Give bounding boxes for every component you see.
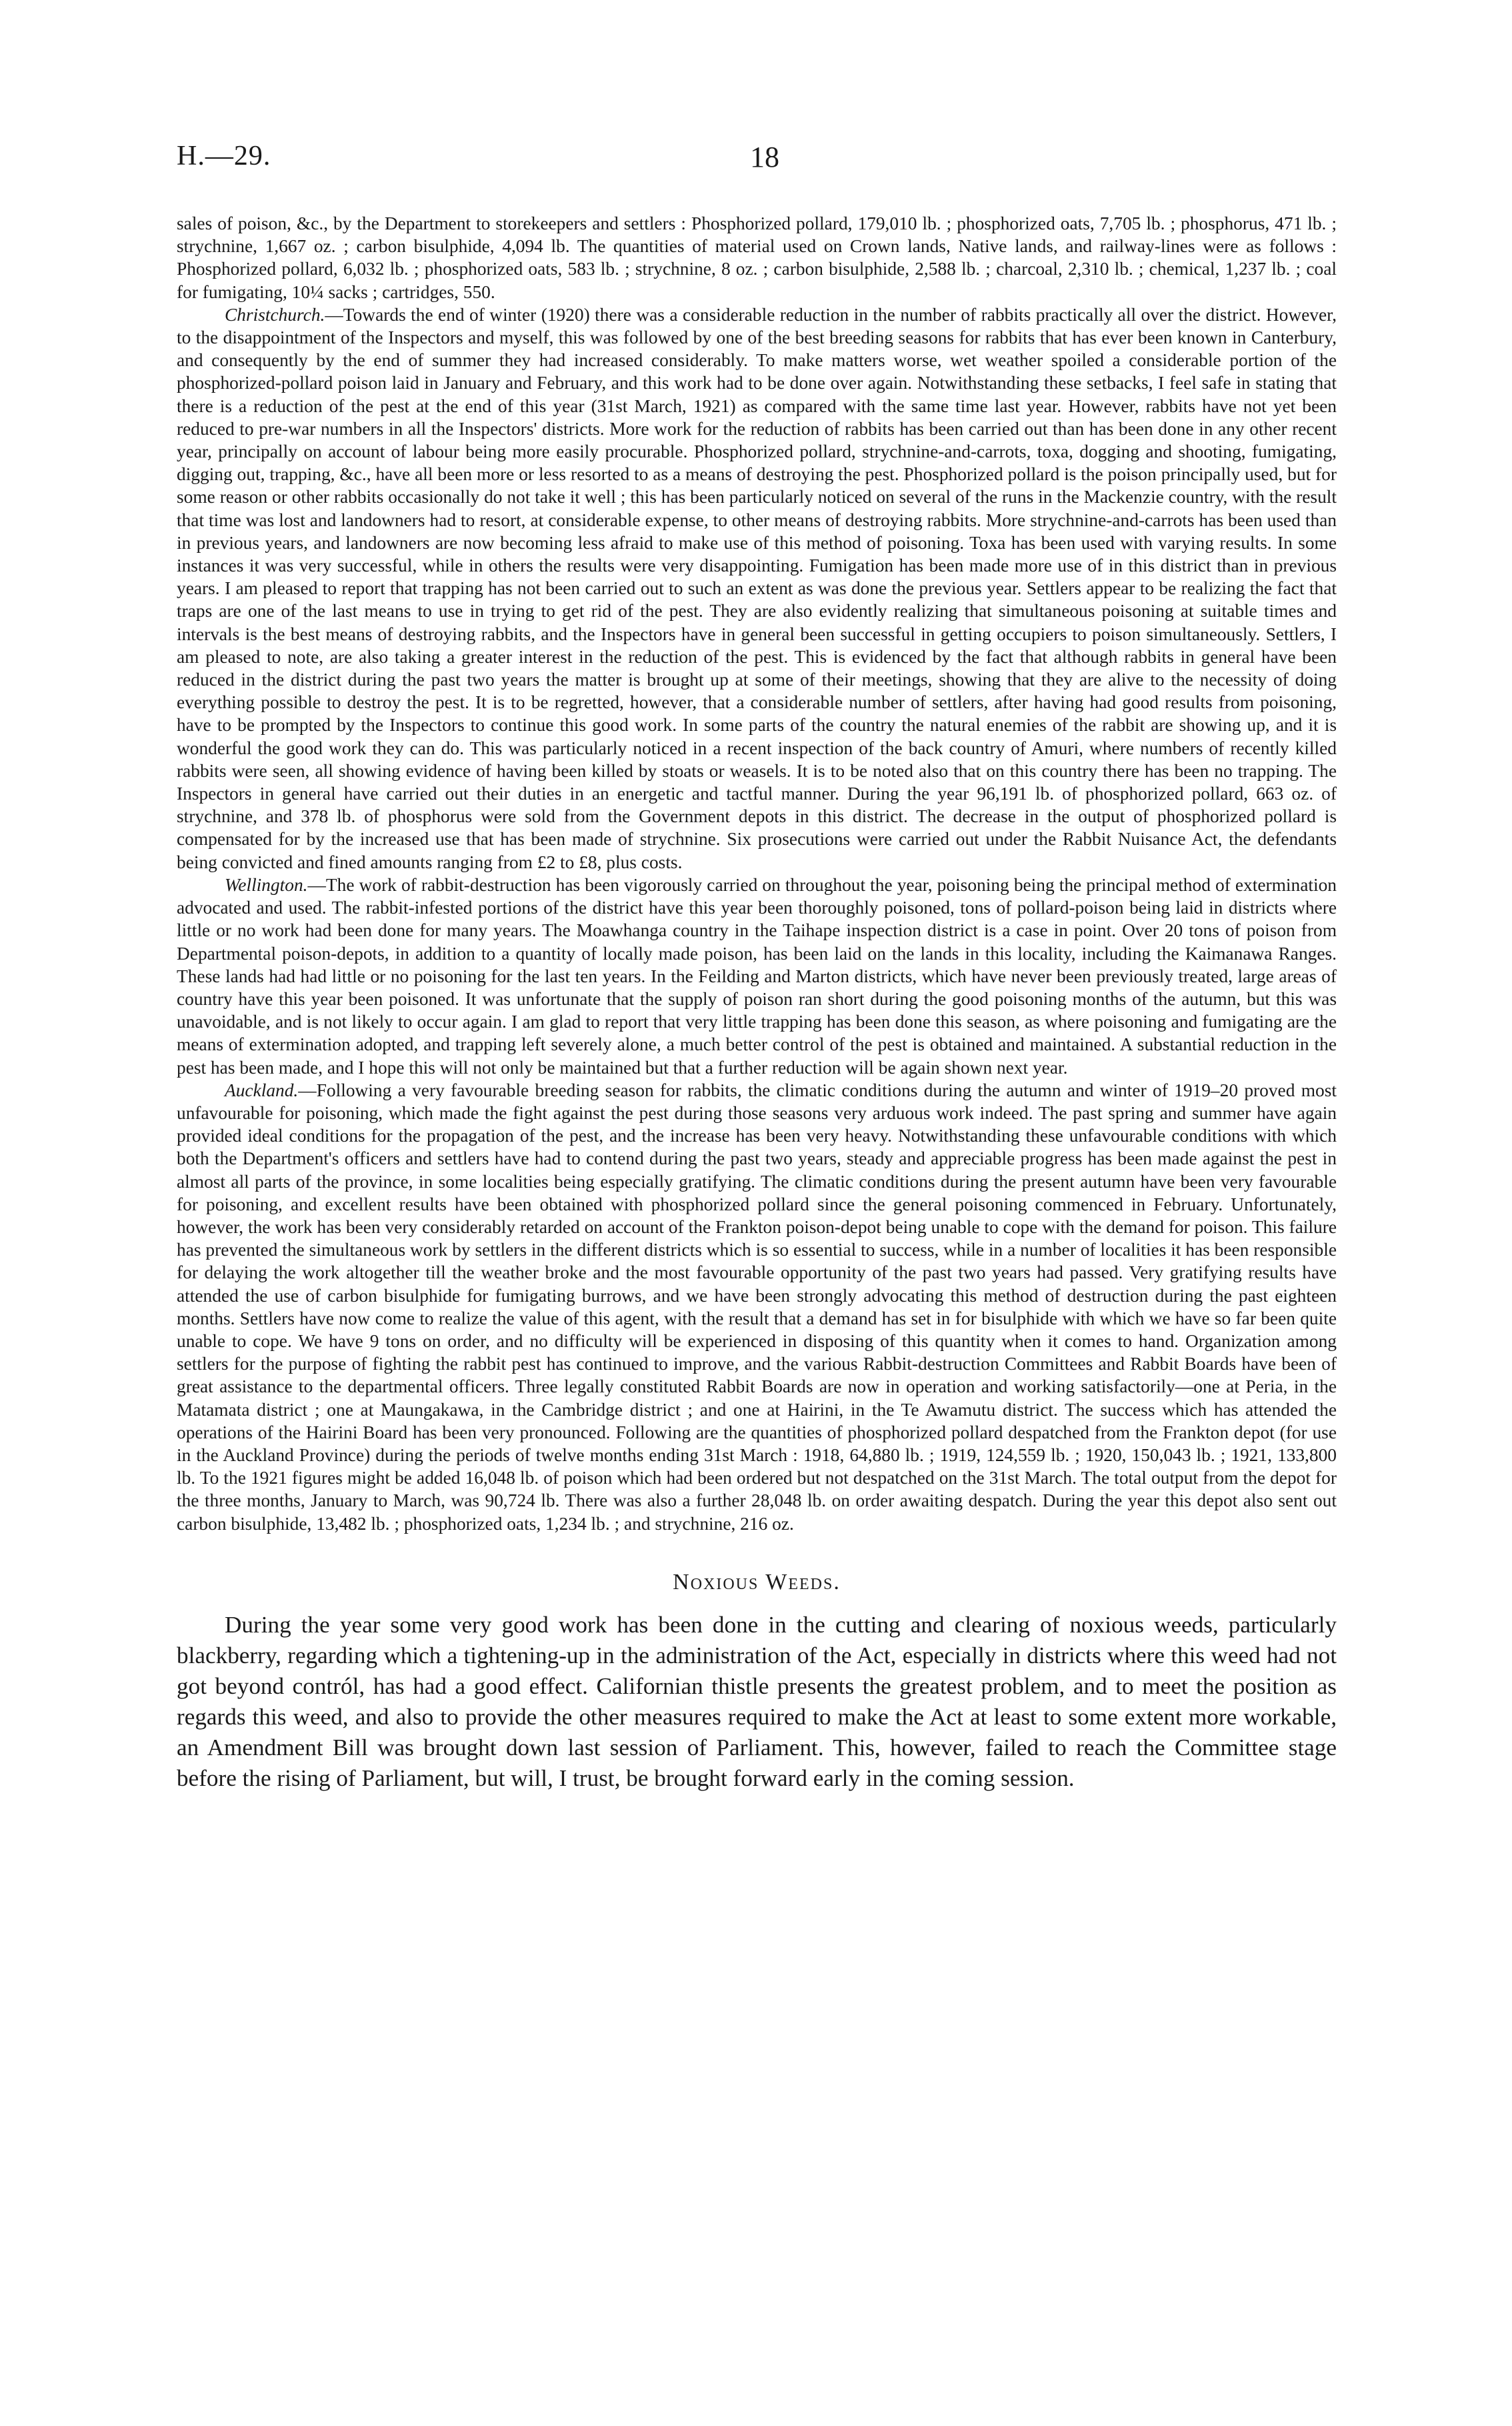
paragraph-sales-of-poison bbox=[177, 212, 1337, 303]
paragraph-text: —Following a very favourable breeding season for rabbits, the climatic conditions during the autumn and winter of 1919–20 proved most unfavourable for poisoning, which made the fight against the pest during those seasons very arduous work indeed. The past spring and summer have again provided ideal conditions for the propagation of the pest, and the increase has been very heavy. Notwithstanding these unfavourable conditions with which both the Department's officers and settlers have had to contend during the past two years, steady and appreciable progress has been made against the pest in almost all parts of the province, in some localities being especially gratifying. The climatic conditions during the present autumn have been very favourable for poisoning, and excellent results have been obtained with phosphorized pollard since the general poisoning commenced in February. Unfortunately, however, the work has been very considerably retarded on account of the Frankton poison-depot being unable to cope with the demand for poison. This failure has prevented the simultaneous work by settlers in the different districts which is so essential to success, while in a number of localities it has been responsible for delaying the work altogether till the weather broke and the most favourable opportunity of the past two years had passed. Very gratifying results have attended the use of carbon bisulphide for fumigating burrows, and we have been strongly advocating this method of destruction during the past eighteen months. Settlers have now come to realize the value of this agent, with the result that a demand has set in for bisulphide with which we have so far been quite unable to cope. We have 9 tons on order, and no difficulty will be experienced in disposing of this quantity when it comes to hand. Organization among settlers for the purpose of fighting the rabbit pest has continued to improve, and the various Rabbit-destruction Committees and Rabbit Boards have been of great assistance to the departmental officers. Three legally constituted Rabbit Boards are now in operation and working satisfactorily—one at Peria, in the Matamata district ; one at Maungakawa, in the Cambridge district ; and one at Hairini, in the Te Awamutu district. The success which has attended the operations of the Hairini Board has been very pronounced. Following are the quantities of phosphorized pollard despatched from the Frankton depot (for use in the Auckland Province) during the periods of twelve months ending 31st March : 1918, 64,880 lb. ; 1919, 124,559 lb. ; 1920, 150,043 lb. ; 1921, 133,800 lb. To the 1921 figures might be added 16,048 lb. of poison which had been ordered but not despatched on the 31st March. The total output from the depot for the three months, January to March, was 90,724 lb. There was also a further 28,048 lb. on order awaiting despatch. During the year this depot also sent out carbon bisulphide, 13,482 lb. ; phosphorized oats, 1,234 lb. ; and strychnine, 216 oz. bbox=[177, 1080, 1337, 1534]
paragraph-christchurch bbox=[177, 303, 1337, 874]
paragraph-noxious-weeds bbox=[177, 1610, 1337, 1794]
paragraph-auckland bbox=[177, 1079, 1337, 1535]
page-number: 18 bbox=[750, 141, 779, 173]
paragraph-text: sales of poison, &c., by the Department to storekeepers and settlers : Phosphorized pollard, 179,010 lb. ; phosphorized oats, 7,705 lb. ; phosphorus, 471 lb. ; strychnine, 1,667 oz. ; carbon bisulphide, 4,094 lb. The quantities of material used on Crown lands, Native lands, and railway-lines were as follows : Phosphorized pollard, 6,032 lb. ; phosphorized oats, 583 lb. ; strychnine, 8 oz. ; carbon bisulphide, 2,588 lb. ; charcoal, 2,310 lb. ; chemical, 1,237 lb. ; coal for fumigating, 10¼ sacks ; cartridges, 550. bbox=[177, 213, 1337, 302]
section-heading: Noxious Weeds. bbox=[673, 1569, 841, 1594]
page-body bbox=[177, 212, 1337, 1794]
paragraph-text: During the year some very good work has been done in the cutting and clearing of noxious weeds, particularly blackberry, regarding which a tightening-up in the administration of the Act, especially in districts where this weed had not got beyond contról, has had a good effect. Californian thistle presents the greatest problem, and to meet the position as regards this weed, and also to provide the other measures required to make the Act at least to some extent more workable, an Amendment Bill was brought down last session of Parliament. This, however, failed to reach the Committee stage before the rising of Parliament, but will, I trust, be brought forward early in the coming session. bbox=[177, 1611, 1337, 1791]
district-name: Christchurch. bbox=[225, 304, 325, 325]
document-code: H.—29. bbox=[177, 141, 271, 171]
district-name: Auckland. bbox=[225, 1080, 299, 1100]
paragraph-text: —The work of rabbit-destruction has been vigorously carried on throughout the year, poisoning being the principal method of extermination advocated and used. The rabbit-infested portions of the district have this year been thoroughly poisoned, tons of pollard-poison being laid in districts where little or no work had been done for many years. The Moawhanga country in the Taihape inspection district is a case in point. Over 20 tons of poison from Departmental poison-depots, in addition to a quantity of locally made poison, has been laid on the lands in this locality, including the Kaimanawa Ranges. These lands had had little or no poisoning for the last ten years. In the Feilding and Marton districts, which have never been previously treated, large areas of country have this year been poisoned. It was unfortunate that the supply of poison ran short during the good poisoning months of the autumn, but this was unavoidable, and is not likely to occur again. I am glad to report that very little trapping has been done this season, as where poisoning and fumigating are the means of extermination adopted, and trapping left severely alone, a much better control of the pest is obtained and maintained. A substantial reduction in the pest has been made, and I hope this will not only be maintained but that a further reduction will be again shown next year. bbox=[177, 874, 1337, 1078]
paragraph-wellington bbox=[177, 874, 1337, 1079]
paragraph-text: —Towards the end of winter (1920) there was a considerable reduction in the number of rabbits practically all over the district. However, to the disappointment of the Inspectors and myself, this was followed by one of the best breeding seasons for rabbits that has ever been known in Canterbury, and consequently by the end of summer they had increased considerably. To make matters worse, wet weather spoiled a considerable portion of the phosphorized-pollard poison laid in January and February, and this work had to be done over again. Notwithstanding these setbacks, I feel safe in stating that there is a reduction of the pest at the end of this year (31st March, 1921) as compared with the same time last year. However, rabbits have not yet been reduced to pre-war numbers in all the Inspectors' districts. More work for the reduction of rabbits has been carried out than has been done in any other recent year, principally on account of labour being more easily procurable. Phosphorized pollard, strychnine-and-carrots, toxa, dogging and shooting, fumigating, digging out, trapping, &c., have all been more or less resorted to as a means of destroying the pest. Phosphorized pollard is the poison principally used, but for some reason or other rabbits occasionally do not take it well ; this has been particularly noticed on several of the runs in the Mackenzie country, with the result that time was lost and landowners had to resort, at considerable expense, to other means of destroying rabbits. More strychnine-and-carrots has been used than in previous years, and landowners are now becoming less afraid to make use of this method of poisoning. Toxa has been used with varying results. In some instances it was very successful, while in others the results were very disappointing. Fumigation has been made more use of in this district than in previous years. I am pleased to report that trapping has not been carried out to such an extent as was done the previous year. Settlers appear to be realizing the fact that traps are one of the last means to use in trying to get rid of the pest. They are also evidently realizing that simultaneous poisoning at suitable times and intervals is the best means of destroying rabbits, and the Inspectors have in general been successful in getting occupiers to poison simultaneously. Settlers, I am pleased to note, are also taking a greater interest in the reduction of the pest. This is evidenced by the fact that although rabbits in general have been reduced in the district during the past two years the matter is brought up at some of their meetings, showing that they are alive to the necessity of doing everything possible to destroy the pest. It is to be regretted, however, that a considerable number of settlers, after having had good results from poisoning, have to be prompted by the Inspectors to continue this good work. In some parts of the country the natural enemies of the rabbit are showing up, and it is wonderful the good work they can do. This was particularly noticed in a recent inspection of the back country of Amuri, where numbers of recently killed rabbits were seen, all showing evidence of having been killed by stoats or weasels. It is to be noted also that on this country there has been no trapping. The Inspectors in general have carried out their duties in an energetic and tactful manner. During the year 96,191 lb. of phosphorized pollard, 663 oz. of strychnine, and 378 lb. of phosphorus were sold from the Government depots in this district. The decrease in the output of phosphorized pollard is compensated for by the increased use that has been made of strychnine. Six prosecutions were carried out under the Rabbit Nuisance Act, the defendants being convicted and fined amounts ranging from £2 to £8, plus costs. bbox=[177, 304, 1337, 872]
page-header bbox=[177, 140, 1337, 180]
district-name: Wellington. bbox=[225, 874, 308, 895]
